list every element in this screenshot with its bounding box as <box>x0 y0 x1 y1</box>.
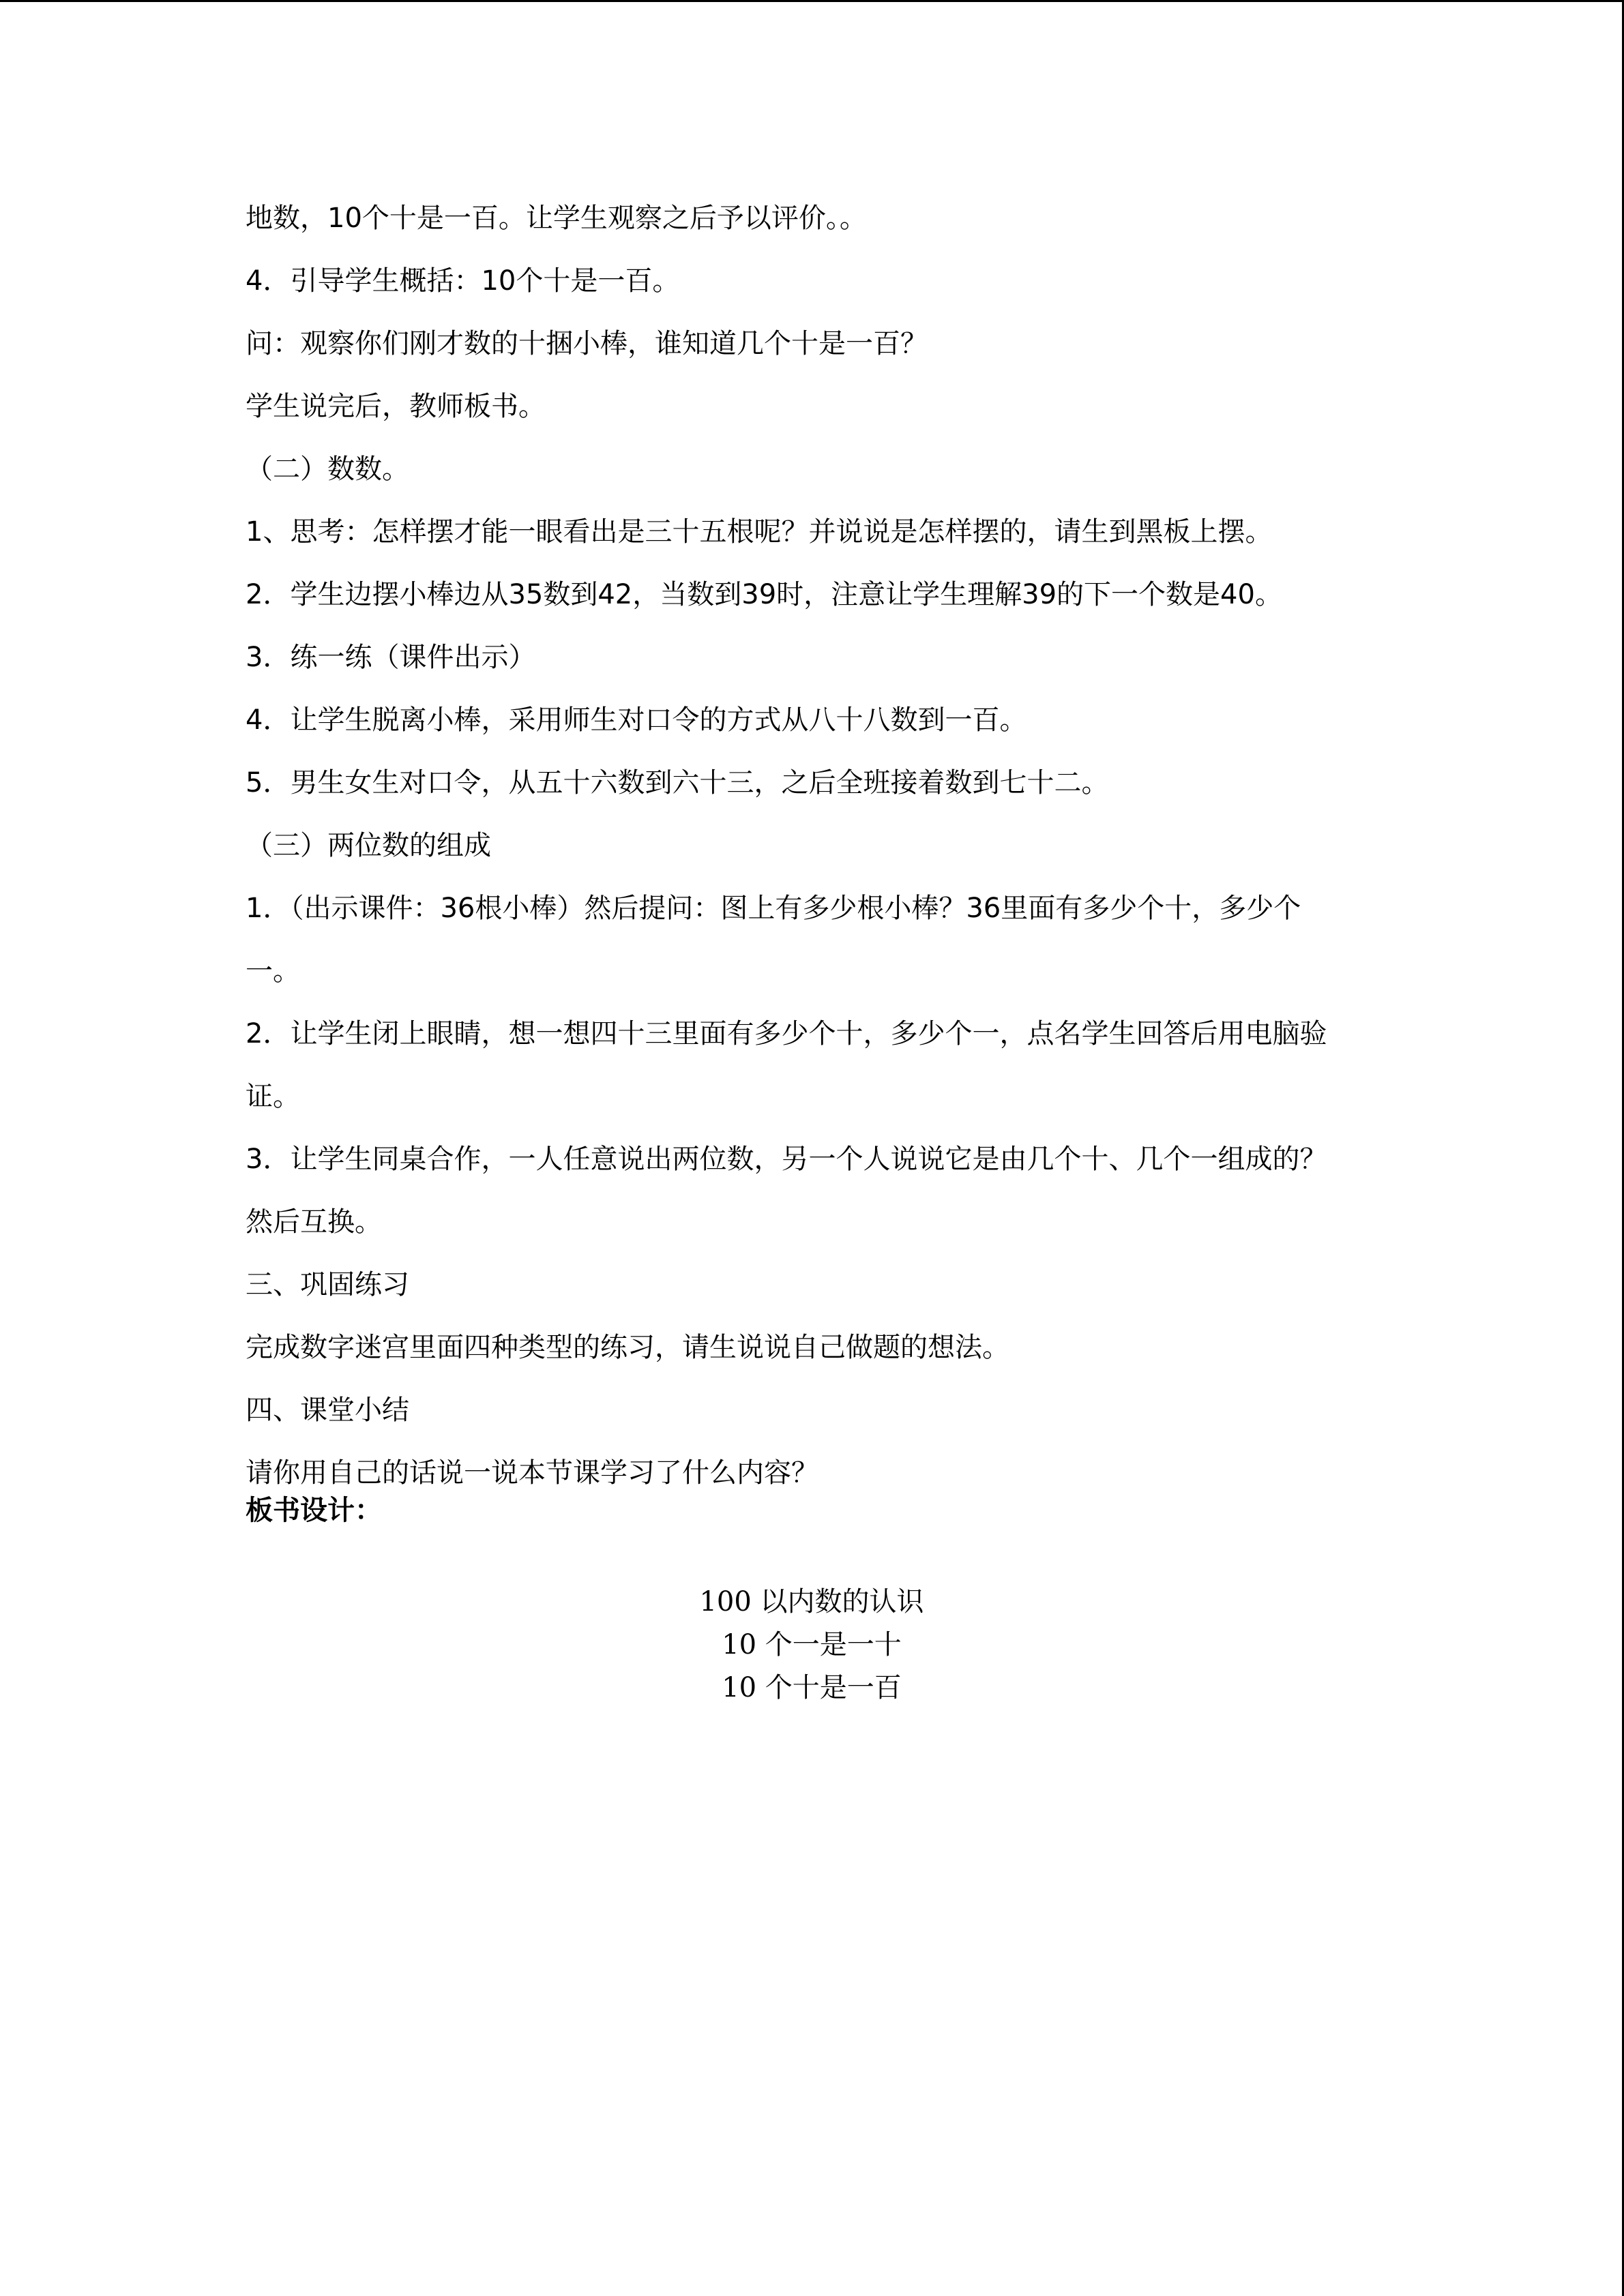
paragraph: 3．练一练（课件出示） <box>246 642 536 673</box>
paragraph: 1、思考：怎样摆才能一眼看出是三十五根呢？并说说是怎样摆的，请生到黑板上摆。 <box>246 516 1273 548</box>
paragraph: 地数，10个十是一百。让学生观察之后予以评价。。 <box>246 203 867 234</box>
paragraph: 2．让学生闭上眼睛，想一想四十三里面有多少个十，多少个一，点名学生回答后用电脑验 <box>246 1018 1327 1049</box>
lesson-body <box>246 205 1391 1524</box>
paragraph: 3．让学生同桌合作，一人任意说出两位数，另一个人说说它是由几个十、几个一组成的？ <box>246 1144 1327 1175</box>
paragraph: 请你用自己的话说一说本节课学习了什么内容？ <box>246 1457 818 1489</box>
page-top-border <box>0 0 1624 2</box>
board-design-heading: 板书设计： <box>246 1495 382 1526</box>
paragraph: 一。 <box>246 955 300 987</box>
section-heading: （三）两位数的组成 <box>246 830 491 861</box>
section-heading: 三、巩固练习 <box>246 1269 409 1300</box>
paragraph: 5．男生女生对口令，从五十六数到六十三，之后全班接着数到七十二。 <box>246 767 1109 799</box>
section-heading: 四、课堂小结 <box>246 1395 409 1426</box>
paragraph: 4．引导学生概括：10个十是一百。 <box>246 265 680 297</box>
paragraph: 证。 <box>246 1081 300 1112</box>
paragraph: 然后互换。 <box>246 1206 382 1238</box>
paragraph: 2．学生边摆小棒边从35数到42，当数到39时，注意让学生理解39的下一个数是40。 <box>246 579 1282 610</box>
paragraph: 4．让学生脱离小棒，采用师生对口令的方式从八十八数到一百。 <box>246 704 1027 736</box>
paragraph: 完成数字迷宫里面四种类型的练习，请生说说自己做题的想法。 <box>246 1332 1009 1363</box>
paragraph: 学生说完后，教师板书。 <box>246 391 546 422</box>
board-design <box>246 1581 1378 1710</box>
board-line: 10 个一是一十 <box>722 1629 902 1660</box>
paragraph: 1．（出示课件：36根小棒）然后提问：图上有多少根小棒？36里面有多少个十，多少个 <box>246 893 1301 924</box>
paragraph: 问：观察你们刚才数的十捆小棒，谁知道几个十是一百？ <box>246 328 928 359</box>
board-line: 10 个十是一百 <box>722 1672 902 1703</box>
board-title: 100 以内数的认识 <box>699 1586 924 1617</box>
section-heading: （二）数数。 <box>246 453 409 485</box>
